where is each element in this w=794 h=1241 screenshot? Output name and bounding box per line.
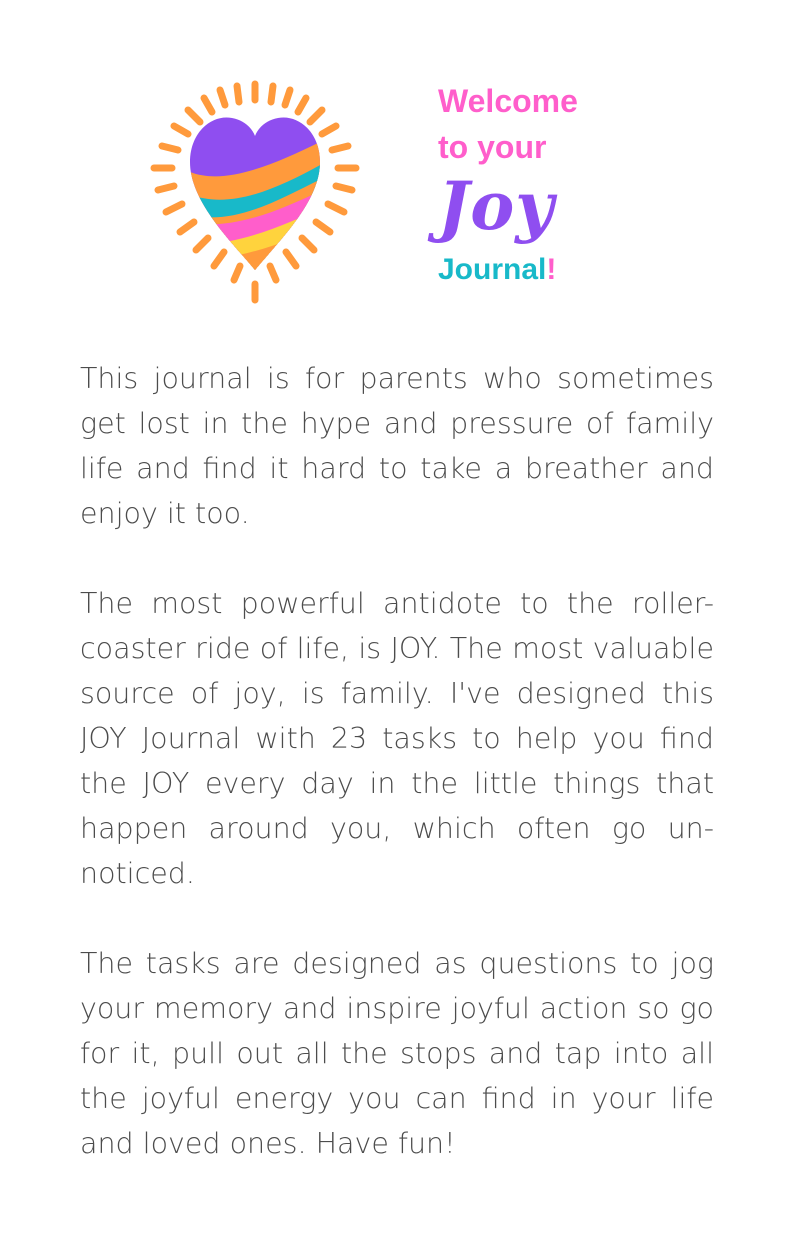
journal-title	[438, 78, 668, 292]
title-to-your: to your	[438, 129, 547, 165]
title-journal-row	[438, 248, 668, 292]
title-joy: Joy	[438, 167, 555, 245]
title-welcome: Welcome	[438, 83, 578, 119]
intro-paragraph-3: The tasks are designed as questions to jog your memory and inspire joyful action so go for it, pull out all the stops and tap into all the joyful energy you can find in your life and loved ones. Have fun!	[80, 947, 714, 1160]
intro-text	[80, 356, 714, 1166]
heart-stripes	[180, 102, 340, 292]
intro-paragraph-1: This journal is for parents who sometimes get lost in the hype and pressure of family life and find it hard to take a breather and enjoy it too.	[80, 362, 714, 530]
rainbow-heart-icon	[140, 72, 370, 312]
title-exclamation: !	[546, 253, 557, 286]
title-journal: Journal	[438, 253, 547, 286]
intro-paragraph-2: The most powerful antidote to the roller-coaster ride of life, is JOY. The most valuable source of joy, is family. I've designed this JOY Journal with 23 tasks to help you find the JOY every day in the little things that happen around you, which often go un-noticed.	[80, 587, 714, 890]
